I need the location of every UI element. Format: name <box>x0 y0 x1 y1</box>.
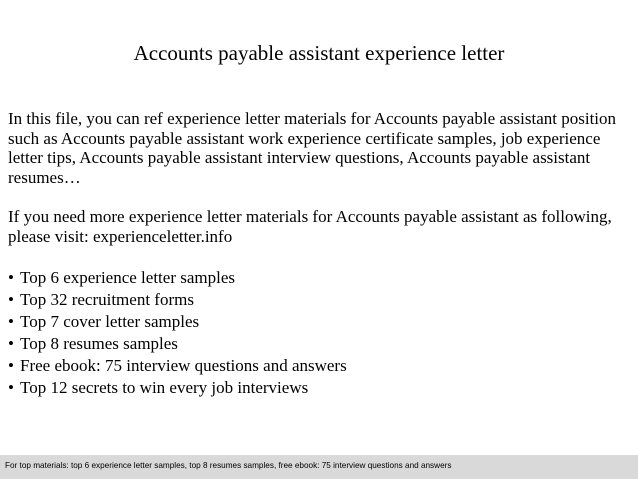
footer-bar <box>0 455 638 479</box>
list-item <box>8 377 347 399</box>
bullet-icon: • <box>8 334 14 353</box>
intro-paragraph: In this file, you can ref experience letter materials for Accounts payable assistant position such as Accounts payable assistant work experience certificate samples, job experience letter tips, Accounts payable assistant interview questions, Accounts payable assistant resumes… <box>8 109 617 187</box>
footer-text: For top materials: top 6 experience letter samples, top 8 resumes samples, free ebook: 75 interview questions and answers <box>5 461 452 470</box>
list-item-label: Top 32 recruitment forms <box>20 290 194 309</box>
list-item <box>8 289 347 311</box>
more-info-paragraph: If you need more experience letter materials for Accounts payable assistant as following, please visit: experienceletter.info <box>8 207 612 246</box>
bullet-icon: • <box>8 268 14 287</box>
bullet-icon: • <box>8 378 14 397</box>
list-item <box>8 333 347 355</box>
list-item <box>8 355 347 377</box>
bullet-icon: • <box>8 356 14 375</box>
list-item-label: Top 6 experience letter samples <box>20 268 235 287</box>
bullet-icon: • <box>8 290 14 309</box>
list-item <box>8 267 347 289</box>
materials-list <box>8 267 347 399</box>
list-item <box>8 311 347 333</box>
page-title: Accounts payable assistant experience letter <box>133 41 505 65</box>
list-item-label: Top 8 resumes samples <box>20 334 178 353</box>
bullet-icon: • <box>8 312 14 331</box>
list-item-label: Top 7 cover letter samples <box>20 312 200 331</box>
list-item-label: Top 12 secrets to win every job interviews <box>20 378 309 397</box>
list-item-label: Free ebook: 75 interview questions and answers <box>20 356 347 375</box>
